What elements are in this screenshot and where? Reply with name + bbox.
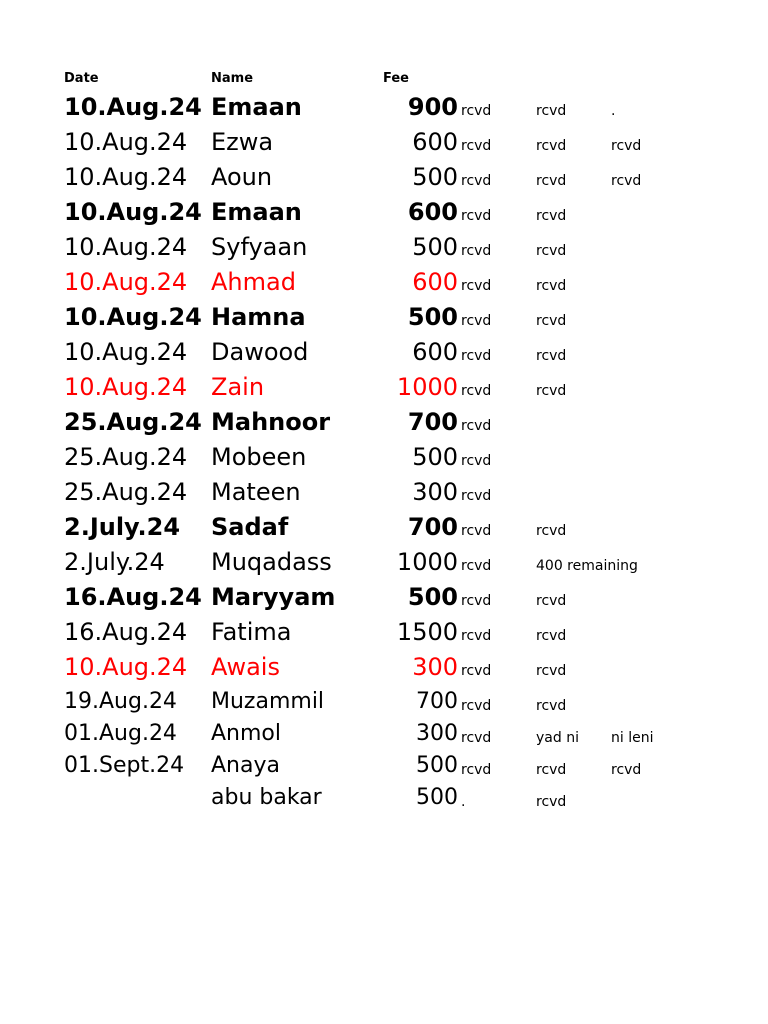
table-row — [64, 477, 744, 512]
cell-fee: 600 — [407, 198, 458, 226]
cell-c1: rcvd — [461, 698, 492, 714]
cell-c1: rcvd — [461, 278, 492, 294]
table-row — [64, 547, 744, 582]
cell-date: 16.Aug.24 — [64, 618, 188, 646]
cell-fee: 600 — [412, 338, 458, 366]
cell-c2: rcvd — [536, 243, 567, 259]
cell-name: Mateen — [211, 478, 301, 506]
cell-date: 10.Aug.24 — [64, 338, 188, 366]
cell-date: 01.Sept.24 — [64, 753, 185, 778]
cell-fee: 500 — [407, 303, 458, 331]
cell-name: Ezwa — [211, 128, 274, 156]
cell-c1: rcvd — [461, 558, 492, 574]
cell-fee: 700 — [416, 689, 458, 714]
cell-c3: rcvd — [611, 762, 642, 778]
table-row — [64, 783, 744, 815]
table-row — [64, 92, 744, 127]
cell-c1: rcvd — [461, 138, 492, 154]
cell-c1: rcvd — [461, 593, 492, 609]
cell-c1: rcvd — [461, 418, 492, 434]
cell-date: 10.Aug.24 — [64, 93, 202, 121]
cell-date: 10.Aug.24 — [64, 163, 188, 191]
table-row — [64, 337, 744, 372]
cell-date: 19.Aug.24 — [64, 689, 177, 714]
cell-c1: rcvd — [461, 243, 492, 259]
cell-c2: rcvd — [536, 208, 567, 224]
cell-c1: rcvd — [461, 208, 492, 224]
cell-fee: 300 — [412, 653, 458, 681]
cell-c1: rcvd — [461, 173, 492, 189]
cell-date: 16.Aug.24 — [64, 583, 202, 611]
cell-date: 25.Aug.24 — [64, 408, 202, 436]
table-row — [64, 687, 744, 719]
cell-c2: rcvd — [536, 383, 567, 399]
cell-c1: rcvd — [461, 103, 492, 119]
cell-fee: 1000 — [396, 548, 458, 576]
cell-c2: rcvd — [536, 278, 567, 294]
cell-fee: 1000 — [396, 373, 458, 401]
table-row — [64, 162, 744, 197]
cell-c2: rcvd — [536, 348, 567, 364]
cell-date: 25.Aug.24 — [64, 443, 188, 471]
table-row — [64, 582, 744, 617]
cell-date: 2.July.24 — [64, 513, 181, 541]
cell-c2: 400 remaining — [536, 558, 638, 574]
cell-fee: 500 — [412, 233, 458, 261]
cell-date: 10.Aug.24 — [64, 268, 188, 296]
cell-c2: rcvd — [536, 794, 567, 810]
cell-c1: rcvd — [461, 348, 492, 364]
cell-name: Mobeen — [211, 443, 307, 471]
table-row — [64, 751, 744, 783]
table-row — [64, 302, 744, 337]
cell-c3: ni leni — [611, 730, 654, 746]
cell-c2: rcvd — [536, 103, 567, 119]
cell-c2: rcvd — [536, 762, 567, 778]
cell-c2: rcvd — [536, 313, 567, 329]
cell-name: Anaya — [211, 753, 280, 778]
table-row — [64, 267, 744, 302]
cell-name: Muqadass — [211, 548, 332, 576]
table-row — [64, 652, 744, 687]
cell-c1: . — [461, 794, 466, 810]
table-row — [64, 442, 744, 477]
cell-date: 25.Aug.24 — [64, 478, 188, 506]
cell-c1: rcvd — [461, 523, 492, 539]
cell-name: Hamna — [211, 303, 306, 331]
cell-name: Syfyaan — [211, 233, 308, 261]
cell-fee: 1500 — [396, 618, 458, 646]
cell-c3: rcvd — [611, 138, 642, 154]
fee-sheet — [64, 68, 744, 815]
cell-name: Dawood — [211, 338, 309, 366]
table-row — [64, 407, 744, 442]
cell-c2: yad ni — [536, 730, 579, 746]
table-row — [64, 617, 744, 652]
cell-c1: rcvd — [461, 663, 492, 679]
cell-c2: rcvd — [536, 138, 567, 154]
cell-c1: rcvd — [461, 383, 492, 399]
table-row — [64, 197, 744, 232]
cell-name: Aoun — [211, 163, 273, 191]
cell-name: Ahmad — [211, 268, 296, 296]
header-row — [64, 68, 744, 92]
cell-c1: rcvd — [461, 730, 492, 746]
cell-date: 10.Aug.24 — [64, 303, 202, 331]
cell-name: Fatima — [211, 618, 292, 646]
cell-name: Anmol — [211, 721, 281, 746]
cell-fee: 500 — [412, 443, 458, 471]
table-row — [64, 512, 744, 547]
cell-name: Maryyam — [211, 583, 336, 611]
cell-name: Mahnoor — [211, 408, 331, 436]
cell-c3: . — [611, 103, 616, 119]
cell-name: Muzammil — [211, 689, 325, 714]
header-fee: Fee — [383, 71, 409, 86]
cell-fee: 600 — [412, 268, 458, 296]
cell-fee: 500 — [412, 163, 458, 191]
cell-c2: rcvd — [536, 173, 567, 189]
cell-c2: rcvd — [536, 523, 567, 539]
cell-name: Sadaf — [211, 513, 289, 541]
cell-date: 10.Aug.24 — [64, 198, 202, 226]
cell-c1: rcvd — [461, 313, 492, 329]
rows-container — [64, 92, 744, 815]
cell-name: Emaan — [211, 198, 302, 226]
table-row — [64, 232, 744, 267]
cell-fee: 900 — [407, 93, 458, 121]
cell-c2: rcvd — [536, 628, 567, 644]
table-row — [64, 372, 744, 407]
cell-name: Zain — [211, 373, 265, 401]
cell-fee: 300 — [416, 721, 458, 746]
cell-c2: rcvd — [536, 698, 567, 714]
header-date: Date — [64, 71, 99, 86]
table-row — [64, 719, 744, 751]
cell-fee: 300 — [412, 478, 458, 506]
cell-fee: 500 — [407, 583, 458, 611]
cell-date: 10.Aug.24 — [64, 233, 188, 261]
cell-name: Emaan — [211, 93, 302, 121]
cell-c2: rcvd — [536, 593, 567, 609]
cell-date: 01.Aug.24 — [64, 721, 177, 746]
cell-date: 10.Aug.24 — [64, 128, 188, 156]
cell-c2: rcvd — [536, 663, 567, 679]
cell-fee: 600 — [412, 128, 458, 156]
cell-fee: 500 — [416, 785, 458, 810]
cell-c1: rcvd — [461, 628, 492, 644]
cell-fee: 500 — [416, 753, 458, 778]
cell-c3: rcvd — [611, 173, 642, 189]
cell-date: 2.July.24 — [64, 548, 165, 576]
cell-fee: 700 — [407, 408, 458, 436]
cell-c1: rcvd — [461, 453, 492, 469]
header-name: Name — [211, 71, 254, 86]
cell-name: Awais — [211, 653, 280, 681]
cell-c1: rcvd — [461, 762, 492, 778]
cell-date: 10.Aug.24 — [64, 653, 188, 681]
cell-name: abu bakar — [211, 785, 322, 810]
cell-fee: 700 — [407, 513, 458, 541]
table-row — [64, 127, 744, 162]
cell-c1: rcvd — [461, 488, 492, 504]
cell-date: 10.Aug.24 — [64, 373, 188, 401]
